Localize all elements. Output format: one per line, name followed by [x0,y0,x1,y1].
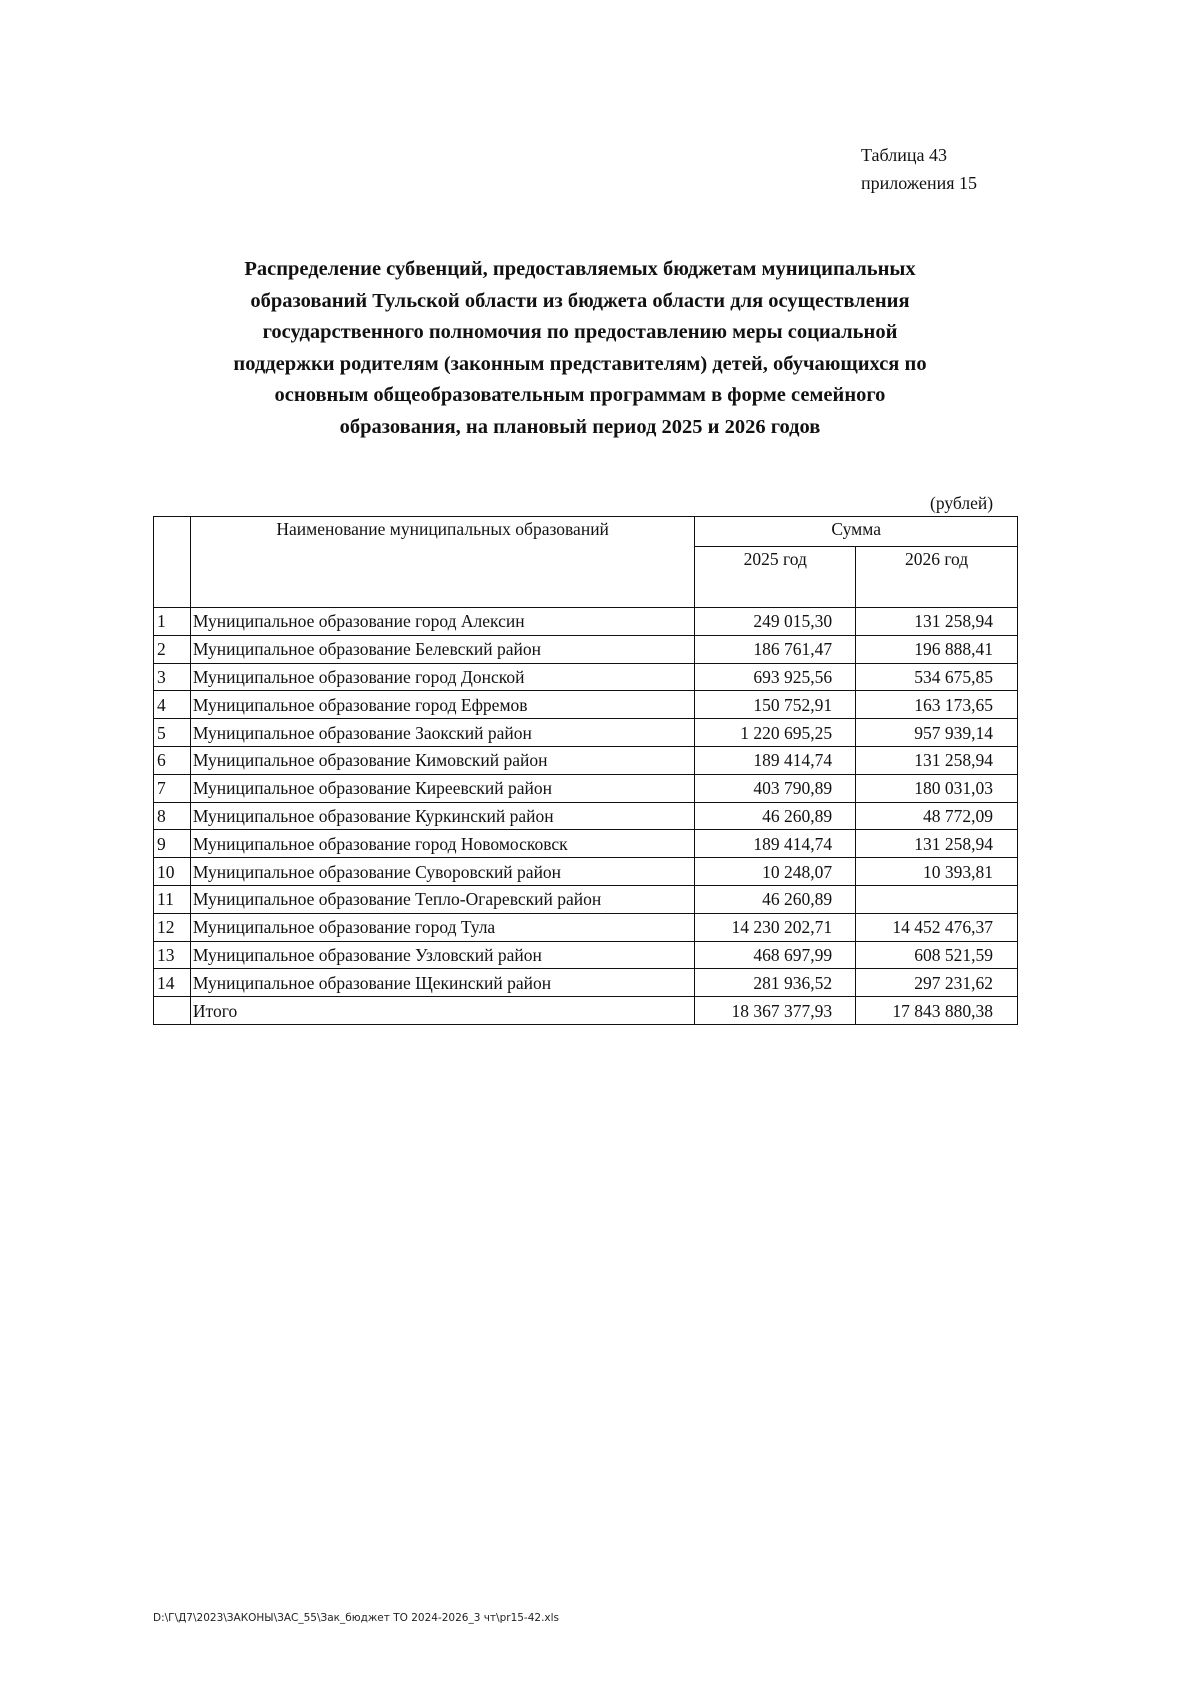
row-number: 9 [154,830,191,858]
municipality-name: Муниципальное образование Тепло-Огаревский район [190,885,694,913]
header-sum: Сумма [695,517,1018,547]
amount-2025: 281 936,52 [695,969,856,997]
table-row [154,635,1018,663]
row-number: 10 [154,858,191,886]
municipality-name: Муниципальное образование Куркинский район [190,802,694,830]
amount-2026: 163 173,65 [856,691,1018,719]
appendix-number: приложения 15 [861,173,978,193]
row-number: 3 [154,663,191,691]
amount-2025: 10 248,07 [695,858,856,886]
municipality-name: Муниципальное образование город Тула [190,913,694,941]
row-number: 4 [154,691,191,719]
total-2026: 17 843 880,38 [856,997,1018,1025]
municipality-name: Муниципальное образование город Донской [190,663,694,691]
row-number: 11 [154,885,191,913]
units-label: (рублей) [930,493,994,513]
title-line: основным общеобразовательным программам в форме семейного [274,384,886,406]
amount-2025: 186 761,47 [695,635,856,663]
amount-2026: 131 258,94 [856,830,1018,858]
file-path-footer: D:\Г\Д7\2023\ЗАКОНЫ\ЗАС_55\Зак_бюджет ТО 2024-2026_3 чт\pr15-42.xls [153,1612,560,1624]
table-row [154,913,1018,941]
amount-2026: 48 772,09 [856,802,1018,830]
row-number: 12 [154,913,191,941]
table-row [154,746,1018,774]
table-row [154,830,1018,858]
row-number: 7 [154,774,191,802]
amount-2025: 150 752,91 [695,691,856,719]
table-number: Таблица 43 [861,145,947,165]
table-row [154,969,1018,997]
amount-2026: 10 393,81 [856,858,1018,886]
municipality-name: Муниципальное образование Киреевский район [190,774,694,802]
municipality-name: Муниципальное образование Кимовский район [190,746,694,774]
amount-2025: 14 230 202,71 [695,913,856,941]
amount-2025: 249 015,30 [695,608,856,636]
total-row [154,997,1018,1025]
total-label: Итого [190,997,694,1025]
amount-2026: 131 258,94 [856,746,1018,774]
amount-2026: 131 258,94 [856,608,1018,636]
amount-2025: 189 414,74 [695,746,856,774]
header-year-2026: 2026 год [856,547,1018,608]
row-number: 1 [154,608,191,636]
table-row [154,941,1018,969]
amount-2026: 14 452 476,37 [856,913,1018,941]
row-number: 8 [154,802,191,830]
amount-2026: 196 888,41 [856,635,1018,663]
municipality-name: Муниципальное образование город Алексин [190,608,694,636]
amount-2025: 1 220 695,25 [695,719,856,747]
municipality-name: Муниципальное образование Щекинский район [190,969,694,997]
header-name: Наименование муниципальных образований [190,517,694,608]
amount-2026: 180 031,03 [856,774,1018,802]
row-number: 13 [154,941,191,969]
total-number-cell [154,997,191,1025]
amount-2025: 693 925,56 [695,663,856,691]
municipality-name: Муниципальное образование город Ефремов [190,691,694,719]
table-row [154,885,1018,913]
amount-2026: 297 231,62 [856,969,1018,997]
title-line: государственного полномочия по предоставлению меры социальной [262,321,898,343]
municipality-name: Муниципальное образование Узловский район [190,941,694,969]
amount-2026: 608 521,59 [856,941,1018,969]
title-line: образований Тульской области из бюджета области для осуществления [250,289,910,312]
row-number: 6 [154,746,191,774]
table-reference [861,141,977,197]
header-year-2025: 2025 год [695,547,856,608]
amount-2025: 189 414,74 [695,830,856,858]
table-row [154,774,1018,802]
amount-2025: 46 260,89 [695,802,856,830]
row-number: 5 [154,719,191,747]
distribution-table [153,516,1018,1025]
title-line: образования, на плановый период 2025 и 2026 годов [339,415,821,438]
amount-2026 [856,885,1018,913]
table-row [154,663,1018,691]
amount-2025: 46 260,89 [695,885,856,913]
table-row [154,719,1018,747]
row-number: 14 [154,969,191,997]
row-number: 2 [154,635,191,663]
amount-2026: 957 939,14 [856,719,1018,747]
amount-2025: 468 697,99 [695,941,856,969]
table-row [154,608,1018,636]
table-row [154,802,1018,830]
header-number-cell [154,517,191,608]
title-line: поддержки родителям (законным представителям) детей, обучающихся по [233,352,927,375]
document-title [150,254,1010,443]
table-row [154,691,1018,719]
amount-2026: 534 675,85 [856,663,1018,691]
municipality-name: Муниципальное образование Белевский район [190,635,694,663]
municipality-name: Муниципальное образование Суворовский район [190,858,694,886]
municipality-name: Муниципальное образование город Новомосковск [190,830,694,858]
total-2025: 18 367 377,93 [695,997,856,1025]
municipality-name: Муниципальное образование Заокский район [190,719,694,747]
table-row [154,858,1018,886]
title-line: Распределение субвенций, предоставляемых бюджетам муниципальных [244,258,916,280]
amount-2025: 403 790,89 [695,774,856,802]
